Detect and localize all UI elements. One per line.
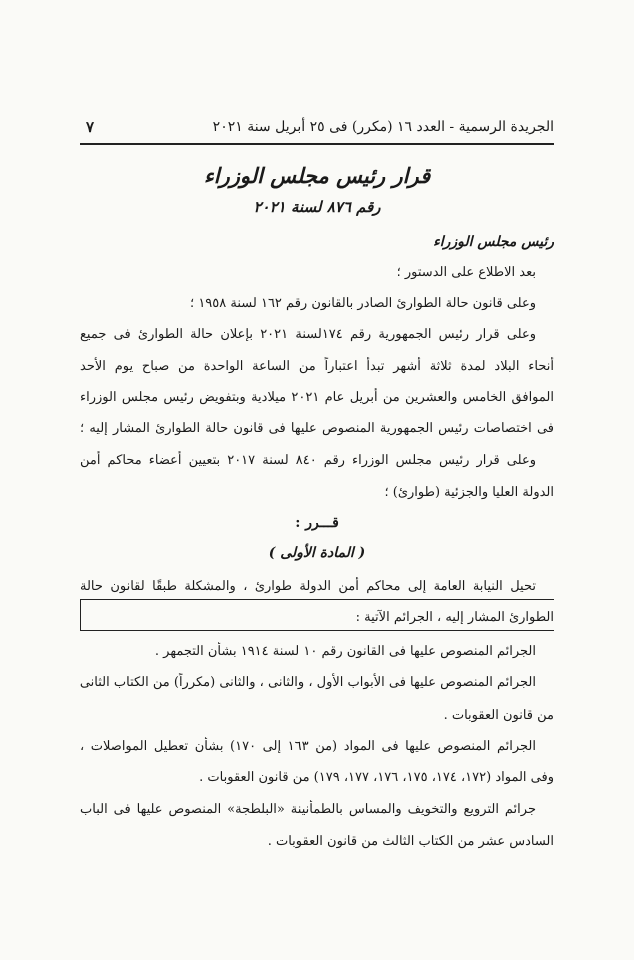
article-frame-edge [80,600,81,631]
article-line: الجرائم المنصوص عليها فى القانون رقم ١٠ لسنة ١٩١٤ بشأن التجمهر . [154,644,536,659]
article-line: تحيل النيابة العامة إلى محاكم أمن الدولة طوارئ ، والمشكلة طبقًا لقانون حالة [80,579,536,594]
preamble-line: أنحاء البلاد لمدة ثلاثة أشهر تبدأ اعتباراً من الساعة الواحدة من صباح يوم الأحد [80,359,554,374]
issuer-heading: رئيس مجلس الوزراء [433,234,554,250]
article-underline [80,630,554,631]
article-line: السادس عشر من الكتاب الثالث من قانون العقوبات . [267,834,554,849]
article-label: ( المادة الأولى ) [268,545,366,561]
preamble-line: بعد الاطلاع على الدستور ؛ [396,265,536,280]
decree-number: رقم ٨٧٦ لسنة ٢٠٢١ [253,198,381,216]
preamble-line: فى اختصاصات رئيس الجمهورية المنصوص عليها فى قانون حالة الطوارئ المشار إليه ؛ [80,421,554,436]
preamble-line: وعلى قانون حالة الطوارئ الصادر بالقانون رقم ١٦٢ لسنة ١٩٥٨ ؛ [190,296,536,311]
preamble-line: وعلى قرار رئيس الجمهورية رقم ١٧٤لسنة ٢٠٢١ بإعلان حالة الطوارئ فى جميع [80,327,536,342]
decision-label: قـــرر : [295,515,339,531]
article-line: الجرائم المنصوص عليها فى الأبواب الأول ، والثانى ، والثانى (مكرراً) من الكتاب الثانى [80,675,536,690]
preamble-line: الموافق الخامس والعشرين من أبريل عام ٢٠٢١ ميلادية وبتفويض رئيس مجلس الوزراء [80,390,554,405]
article-line: الطوارئ المشار إليه ، الجرائم الآتية : [355,610,554,625]
article-line: وفى المواد (١٧٢، ١٧٤، ١٧٥، ١٧٦، ١٧٧، ١٧٩) من قانون العقوبات . [199,770,554,785]
preamble-line: الدولة العليا والجزئية (طوارئ) ؛ [384,485,554,500]
decree-title: قرار رئيس مجلس الوزراء [203,163,431,188]
gazette-header [86,116,554,138]
article-line: الجرائم المنصوص عليها فى المواد (من ١٦٣ إلى ١٧٠) بشأن تعطيل المواصلات ، [80,739,536,754]
page-number: ٧ [86,118,95,136]
header-text: الجريدة الرسمية - العدد ١٦ (مكرر) فى ٢٥ أبريل سنة ٢٠٢١ [212,119,554,135]
header-rule [80,143,554,145]
article-line: جرائم الترويع والتخويف والمساس بالطمأنينة «البلطجة» المنصوص عليها فى الباب [80,802,536,817]
article-underline [80,599,554,600]
preamble-line: وعلى قرار رئيس مجلس الوزراء رقم ٨٤٠ لسنة ٢٠١٧ بتعيين أعضاء محاكم أمن [80,453,536,468]
article-line: من قانون العقوبات . [443,708,554,723]
